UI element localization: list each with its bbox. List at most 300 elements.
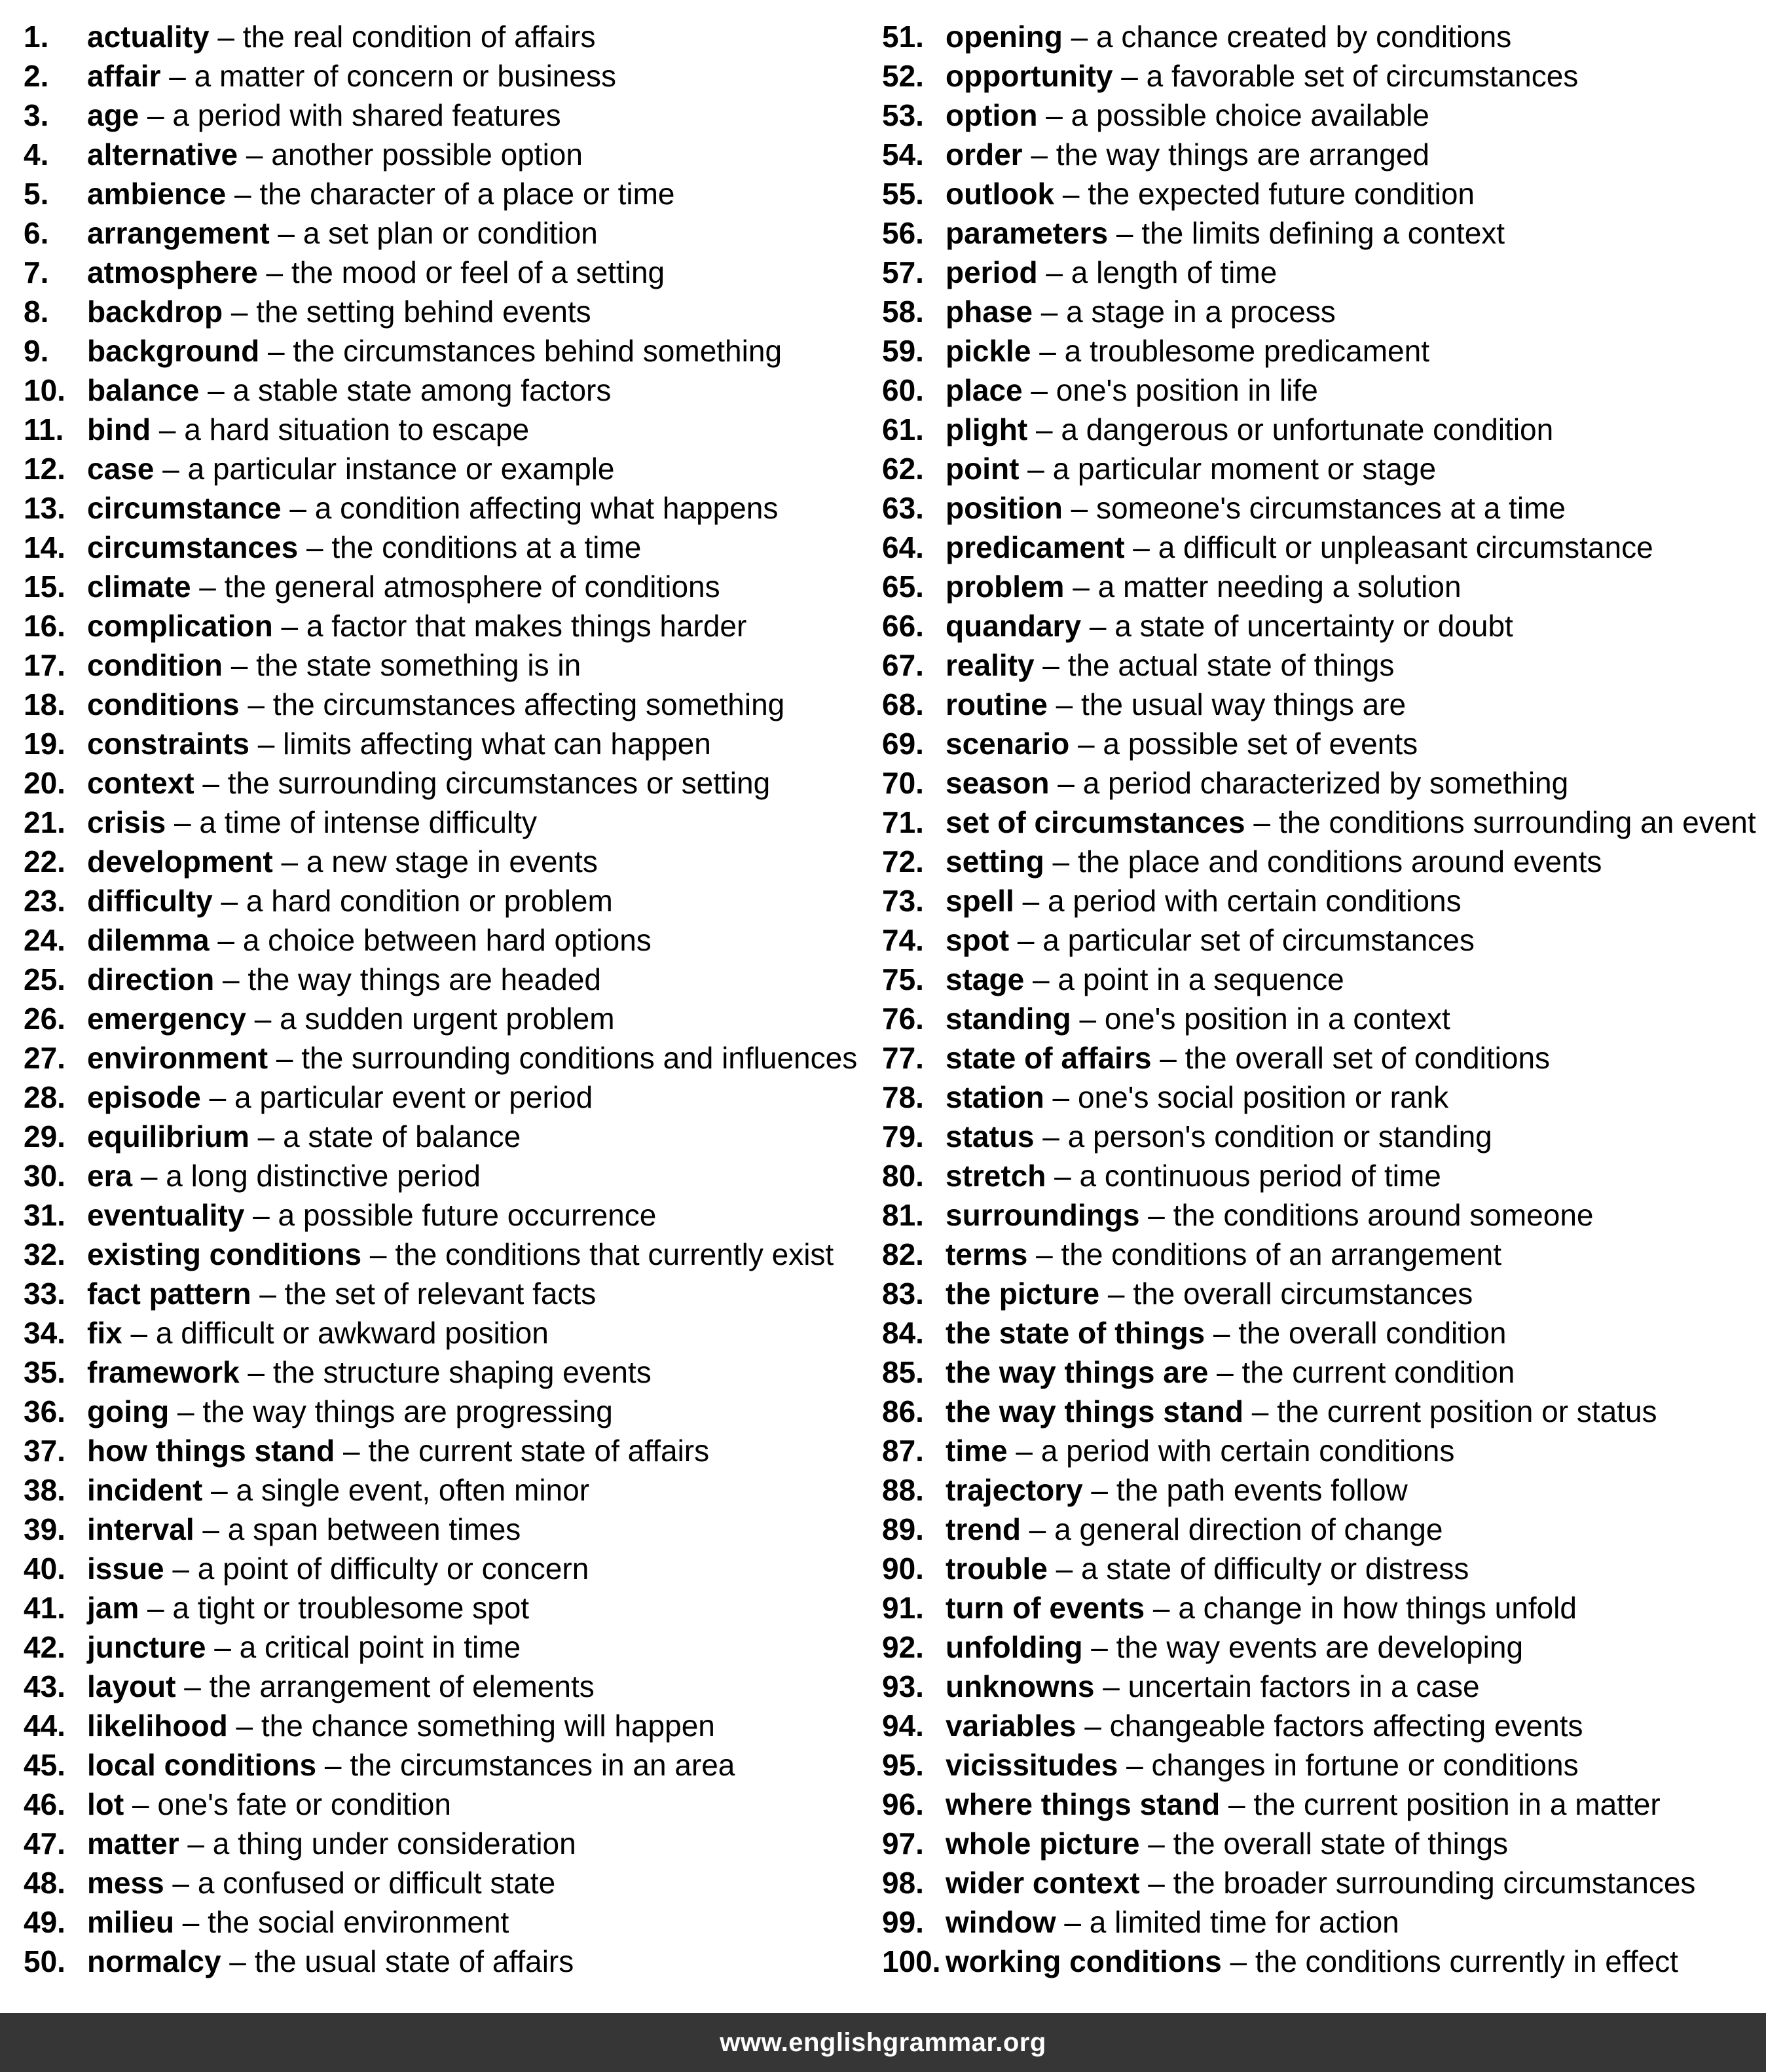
item-term: spell [946, 884, 1014, 918]
item-term: trend [946, 1512, 1021, 1546]
list-item [882, 1588, 1756, 1627]
item-definition: the real condition of affairs [242, 20, 596, 54]
item-separator: – [1151, 1041, 1185, 1075]
item-number: 86. [882, 1394, 924, 1428]
item-number: 66. [882, 609, 924, 643]
item-separator: – [200, 1080, 234, 1114]
list-item [24, 1313, 857, 1353]
item-definition: one's social position or rank [1077, 1080, 1449, 1114]
list-item [24, 331, 857, 371]
item-term: incident [87, 1473, 203, 1507]
item-definition: the current position or status [1277, 1394, 1657, 1428]
list-item [882, 331, 1756, 371]
item-text [87, 999, 615, 1038]
item-definition: a change in how things unfold [1178, 1591, 1577, 1625]
item-term: climate [87, 570, 191, 604]
list-item [24, 999, 857, 1038]
item-number: 31. [24, 1198, 65, 1232]
item-definition: the path events follow [1116, 1473, 1408, 1507]
item-definition: the character of a place or time [259, 177, 675, 211]
list-item [882, 292, 1756, 331]
item-number: 13. [24, 491, 65, 525]
item-term: circumstance [87, 491, 282, 525]
item-definition: the arrangement of elements [209, 1669, 595, 1703]
item-separator: – [1139, 1827, 1173, 1861]
item-term: opportunity [946, 59, 1113, 93]
item-text [87, 1392, 613, 1431]
item-definition: a troublesome predicament [1064, 334, 1429, 368]
item-number: 92. [882, 1630, 924, 1664]
item-number: 67. [882, 648, 924, 682]
item-number: 80. [882, 1159, 924, 1193]
item-number: 22. [24, 845, 65, 879]
list-item [24, 1353, 857, 1392]
item-text [946, 1785, 1661, 1824]
item-separator: – [212, 884, 246, 918]
item-number: 44. [24, 1709, 65, 1743]
item-term: context [87, 766, 194, 800]
list-item [882, 685, 1756, 724]
list-item [882, 56, 1756, 96]
list-item [24, 1078, 857, 1117]
list-item [24, 724, 857, 763]
item-text [87, 174, 674, 213]
item-separator: – [227, 1709, 261, 1743]
item-separator: – [239, 687, 273, 721]
item-number: 64. [882, 530, 924, 564]
item-definition: a confused or difficult state [197, 1866, 556, 1900]
item-separator: – [1139, 1866, 1173, 1900]
list-item [24, 1274, 857, 1313]
item-term: spot [946, 923, 1010, 957]
item-number: 88. [882, 1473, 924, 1507]
item-number: 95. [882, 1748, 924, 1782]
item-definition: a factor that makes things harder [306, 609, 747, 643]
item-definition: a state of balance [283, 1119, 521, 1154]
item-term: jam [87, 1591, 139, 1625]
item-text [946, 1667, 1480, 1706]
item-definition: a span between times [227, 1512, 521, 1546]
item-text [946, 17, 1511, 56]
item-term: layout [87, 1669, 176, 1703]
item-number: 4. [24, 137, 49, 172]
item-text [946, 1195, 1594, 1235]
item-separator: – [202, 1473, 236, 1507]
list-item [24, 606, 857, 645]
item-term: balance [87, 373, 200, 407]
item-term: stage [946, 962, 1025, 996]
item-number: 83. [882, 1277, 924, 1311]
list-item [882, 1863, 1756, 1902]
item-term: local conditions [87, 1748, 317, 1782]
item-term: pickle [946, 334, 1031, 368]
item-number: 60. [882, 373, 924, 407]
item-number: 40. [24, 1552, 65, 1586]
item-term: terms [946, 1237, 1028, 1271]
list-item [882, 213, 1756, 253]
item-number: 53. [882, 98, 924, 132]
list-item [882, 528, 1756, 567]
list-item [24, 371, 857, 410]
item-term: equilibrium [87, 1119, 249, 1154]
item-number: 1. [24, 20, 49, 54]
item-term: likelihood [87, 1709, 228, 1743]
item-definition: a set plan or condition [303, 216, 598, 250]
item-text [87, 488, 778, 528]
item-number: 14. [24, 530, 65, 564]
item-separator: – [1022, 373, 1056, 407]
item-definition: a particular event or period [234, 1080, 593, 1114]
list-item [24, 1038, 857, 1078]
item-term: trajectory [946, 1473, 1083, 1507]
list-item [24, 1902, 857, 1942]
item-separator: – [1009, 923, 1043, 957]
item-number: 49. [24, 1905, 65, 1939]
item-separator: – [1208, 1355, 1242, 1389]
item-text [946, 56, 1578, 96]
item-text [87, 1353, 652, 1392]
item-separator: – [246, 1002, 280, 1036]
item-term: episode [87, 1080, 201, 1114]
item-definition: the place and conditions around events [1077, 845, 1602, 879]
item-separator: – [1049, 766, 1083, 800]
item-separator: – [139, 1591, 173, 1625]
item-separator: – [194, 1512, 228, 1546]
item-definition: the conditions around someone [1173, 1198, 1594, 1232]
list-item [882, 449, 1756, 488]
item-definition: a matter of concern or business [194, 59, 616, 93]
list-item [24, 645, 857, 685]
list-item [24, 528, 857, 567]
item-term: opening [946, 20, 1063, 54]
item-number: 89. [882, 1512, 924, 1546]
item-separator: – [174, 1905, 208, 1939]
list-item [24, 1431, 857, 1470]
item-number: 76. [882, 1002, 924, 1036]
item-term: status [946, 1119, 1035, 1154]
item-number: 62. [882, 452, 924, 486]
item-number: 85. [882, 1355, 924, 1389]
item-definition: the circumstances behind something [293, 334, 782, 368]
item-separator: – [1062, 20, 1097, 54]
item-definition: the structure shaping events [272, 1355, 652, 1389]
list-item [882, 606, 1756, 645]
item-term: complication [87, 609, 273, 643]
item-term: arrangement [87, 216, 270, 250]
item-definition: a possible choice available [1071, 98, 1429, 132]
item-definition: the conditions at a time [331, 530, 642, 564]
list-item [24, 56, 857, 96]
item-text [87, 213, 598, 253]
list-item [882, 1156, 1756, 1195]
item-term: lot [87, 1787, 124, 1821]
list-item [24, 960, 857, 999]
item-definition: the surrounding conditions and influences [301, 1041, 858, 1075]
item-definition: the limits defining a context [1141, 216, 1505, 250]
item-text [87, 135, 583, 174]
item-separator: – [361, 1237, 396, 1271]
item-number: 94. [882, 1709, 924, 1743]
item-definition: a critical point in time [239, 1630, 521, 1664]
list-item [24, 1706, 857, 1745]
item-text [87, 1431, 709, 1470]
item-text [946, 1706, 1583, 1745]
item-separator: – [1037, 98, 1071, 132]
item-text [946, 842, 1602, 881]
item-separator: – [259, 334, 293, 368]
item-text [87, 1235, 834, 1274]
list-item [24, 1942, 857, 1981]
item-term: issue [87, 1552, 164, 1586]
item-separator: – [1071, 1002, 1105, 1036]
item-text [87, 292, 591, 331]
item-term: conditions [87, 687, 240, 721]
list-item [882, 842, 1756, 881]
item-term: alternative [87, 137, 238, 172]
item-number: 32. [24, 1237, 65, 1271]
item-term: order [946, 137, 1023, 172]
item-definition: a thing under consideration [212, 1827, 576, 1861]
item-term: case [87, 452, 155, 486]
item-text [87, 1117, 521, 1156]
item-definition: the overall set of conditions [1185, 1041, 1551, 1075]
list-item [882, 1078, 1756, 1117]
item-number: 33. [24, 1277, 65, 1311]
item-number: 10. [24, 373, 65, 407]
item-text [87, 1745, 735, 1785]
item-term: matter [87, 1827, 179, 1861]
list-item [882, 1549, 1756, 1588]
footer-banner [0, 2013, 1766, 2072]
item-number: 54. [882, 137, 924, 172]
list-item [24, 920, 857, 960]
item-definition: a long distinctive period [166, 1159, 481, 1193]
item-term: crisis [87, 805, 166, 839]
item-number: 68. [882, 687, 924, 721]
item-number: 43. [24, 1669, 65, 1703]
item-text [946, 1431, 1454, 1470]
item-number: 81. [882, 1198, 924, 1232]
item-number: 99. [882, 1905, 924, 1939]
item-definition: the general atmosphere of conditions [224, 570, 720, 604]
item-definition: a limited time for action [1089, 1905, 1399, 1939]
item-definition: a person's condition or standing [1067, 1119, 1492, 1154]
item-definition: a favorable set of circumstances [1146, 59, 1579, 93]
item-separator: – [199, 373, 233, 407]
item-definition: a period with shared features [172, 98, 561, 132]
item-separator: – [1076, 1709, 1110, 1743]
item-number: 35. [24, 1355, 65, 1389]
item-term: reality [946, 648, 1035, 682]
item-text [946, 371, 1318, 410]
item-text [946, 488, 1566, 528]
item-definition: limits affecting what can happen [283, 727, 711, 761]
item-number: 36. [24, 1394, 65, 1428]
item-separator: – [226, 177, 260, 211]
item-number: 15. [24, 570, 65, 604]
list-item [882, 135, 1756, 174]
item-definition: a new stage in events [306, 845, 598, 879]
item-number: 50. [24, 1944, 65, 1978]
item-separator: – [268, 1041, 302, 1075]
item-definition: the current state of affairs [368, 1434, 710, 1468]
list-item [24, 96, 857, 135]
item-separator: – [1081, 609, 1115, 643]
list-item [24, 685, 857, 724]
list-item [882, 1117, 1756, 1156]
item-text [946, 331, 1429, 371]
item-text [946, 1863, 1695, 1902]
item-text [946, 685, 1406, 724]
item-separator: – [1069, 727, 1103, 761]
item-definition: a single event, often minor [236, 1473, 590, 1507]
item-number: 71. [882, 805, 924, 839]
item-term: mess [87, 1866, 164, 1900]
item-definition: the expected future condition [1088, 177, 1475, 211]
item-text [87, 1785, 451, 1824]
item-text [87, 1902, 509, 1942]
item-text [87, 1627, 521, 1667]
item-text [87, 96, 561, 135]
item-term: routine [946, 687, 1048, 721]
item-separator: – [1034, 1119, 1068, 1154]
item-definition: the set of relevant facts [284, 1277, 597, 1311]
list-item [882, 803, 1756, 842]
list-item [882, 1785, 1756, 1824]
item-number: 72. [882, 845, 924, 879]
list-item [24, 135, 857, 174]
item-definition: the current condition [1242, 1355, 1515, 1389]
list-item [24, 1588, 857, 1627]
item-term: trouble [946, 1552, 1048, 1586]
list-item [882, 174, 1756, 213]
item-term: problem [946, 570, 1065, 604]
item-text [946, 1353, 1515, 1392]
list-item [882, 1392, 1756, 1431]
item-text [946, 410, 1553, 449]
item-definition: the circumstances in an area [350, 1748, 735, 1782]
item-number: 82. [882, 1237, 924, 1271]
item-text [946, 1078, 1448, 1117]
list-item [24, 1510, 857, 1549]
item-number: 42. [24, 1630, 65, 1664]
list-item [24, 292, 857, 331]
item-separator: – [209, 20, 243, 54]
item-separator: – [206, 1630, 240, 1664]
item-text [87, 685, 784, 724]
list-item [882, 1235, 1756, 1274]
item-text [87, 645, 581, 685]
item-term: environment [87, 1041, 268, 1075]
list-item [882, 1313, 1756, 1353]
item-number: 37. [24, 1434, 65, 1468]
item-text [946, 449, 1436, 488]
item-text [946, 999, 1450, 1038]
list-item [882, 1470, 1756, 1510]
item-definition: the overall state of things [1173, 1827, 1509, 1861]
item-definition: a chance created by conditions [1096, 20, 1512, 54]
list-item [24, 567, 857, 606]
item-definition: a state of uncertainty or doubt [1114, 609, 1513, 643]
item-definition: a particular set of circumstances [1042, 923, 1475, 957]
item-separator: – [244, 1198, 278, 1232]
item-number: 55. [882, 177, 924, 211]
item-term: condition [87, 648, 223, 682]
item-number: 27. [24, 1041, 65, 1075]
item-number: 59. [882, 334, 924, 368]
item-separator: – [164, 1866, 198, 1900]
item-text [946, 1392, 1657, 1431]
item-text [946, 1627, 1523, 1667]
item-term: vicissitudes [946, 1748, 1118, 1782]
item-definition: the way things are headed [248, 962, 602, 996]
item-number: 51. [882, 20, 924, 54]
item-term: fact pattern [87, 1277, 251, 1311]
item-text [87, 803, 537, 842]
item-number: 58. [882, 295, 924, 329]
item-text [946, 920, 1475, 960]
list-item [882, 488, 1756, 528]
item-number: 87. [882, 1434, 924, 1468]
item-term: actuality [87, 20, 210, 54]
item-number: 16. [24, 609, 65, 643]
item-text [87, 1156, 481, 1195]
item-term: position [946, 491, 1063, 525]
item-term: how things stand [87, 1434, 335, 1468]
item-text [946, 724, 1418, 763]
item-separator: – [1044, 845, 1078, 879]
list-item [882, 999, 1756, 1038]
item-text [87, 1078, 593, 1117]
item-term: variables [946, 1709, 1076, 1743]
item-term: surroundings [946, 1198, 1140, 1232]
item-number: 11. [24, 412, 64, 446]
list-item [24, 174, 857, 213]
item-text [946, 1038, 1550, 1078]
item-number: 61. [882, 412, 924, 446]
item-definition: the overall condition [1238, 1316, 1507, 1350]
list-item [882, 645, 1756, 685]
item-separator: – [191, 570, 225, 604]
item-number: 84. [882, 1316, 924, 1350]
item-number: 65. [882, 570, 924, 604]
item-term: normalcy [87, 1944, 221, 1978]
item-number: 79. [882, 1119, 924, 1154]
footer-website-link[interactable]: www.englishgrammar.org [720, 2027, 1046, 2057]
item-separator: – [1027, 412, 1061, 446]
item-separator: – [1118, 1748, 1152, 1782]
item-term: milieu [87, 1905, 174, 1939]
item-text [946, 174, 1475, 213]
item-separator: – [1220, 1787, 1254, 1821]
item-term: whole picture [946, 1827, 1140, 1861]
list-item [882, 1510, 1756, 1549]
item-text [87, 1510, 521, 1549]
list-item [882, 253, 1756, 292]
item-definition: a tight or troublesome spot [172, 1591, 530, 1625]
list-item [882, 1431, 1756, 1470]
list-item [24, 1549, 857, 1588]
item-text [87, 1588, 529, 1627]
item-text [87, 1038, 857, 1078]
item-number: 25. [24, 962, 65, 996]
item-definition: the chance something will happen [261, 1709, 715, 1743]
item-text [87, 1863, 555, 1902]
list-item [882, 96, 1756, 135]
item-term: period [946, 255, 1038, 289]
item-number: 38. [24, 1473, 65, 1507]
item-term: background [87, 334, 260, 368]
